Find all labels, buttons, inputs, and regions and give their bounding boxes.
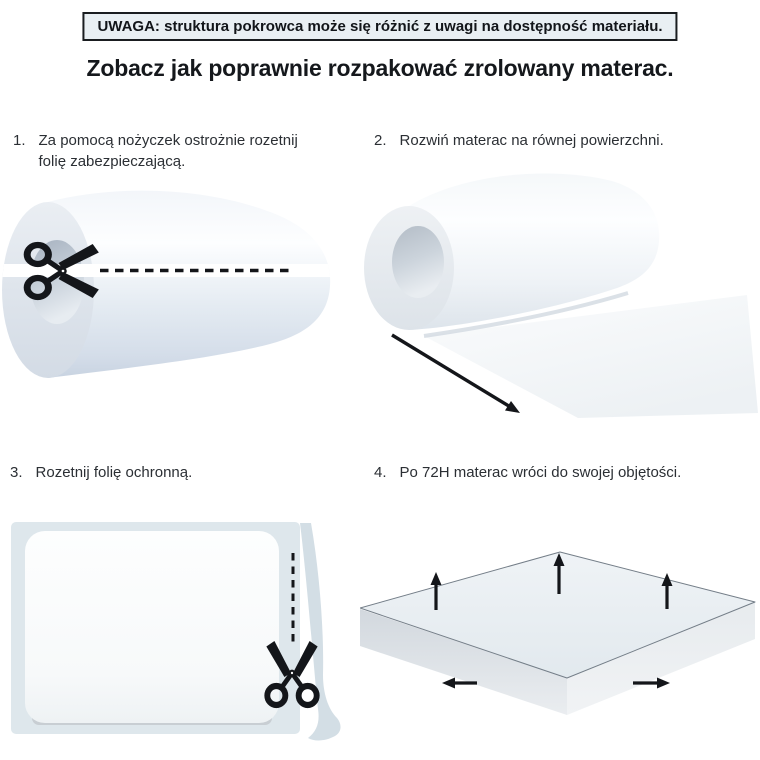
step-2-text: Rozwiń materac na równej powierzchni.: [399, 132, 664, 149]
step-3-number: 3.: [10, 464, 23, 481]
step-1-text: Za pomocą nożyczek ostrożnie rozetnij folię zabezpieczającą.: [38, 132, 298, 170]
step-3-illustration: [8, 515, 348, 760]
mattress-roll-hole: [392, 226, 444, 298]
step-1-label: [13, 130, 353, 172]
step-1-illustration: [0, 185, 334, 410]
page-title: Zobacz jak poprawnie rozpakować zrolowany materac.: [86, 55, 674, 81]
step-2-number: 2.: [374, 132, 387, 149]
step-1-number: 1.: [13, 132, 26, 149]
step-2-label: [374, 130, 754, 151]
step-2-illustration: [362, 168, 760, 420]
step-4-illustration: [360, 508, 760, 760]
warning-banner: UWAGA: struktura pokrowca może się różnić z uwagi na dostępność materiału.: [82, 12, 677, 41]
flat-mattress: [25, 531, 279, 723]
step-4-text: Po 72H materac wróci do swojej objętości.: [399, 464, 682, 481]
step-3-label: [10, 462, 350, 483]
step-4-number: 4.: [374, 464, 387, 481]
step-4-label: [374, 462, 760, 483]
step-3-text: Rozetnij folię ochronną.: [35, 464, 193, 481]
